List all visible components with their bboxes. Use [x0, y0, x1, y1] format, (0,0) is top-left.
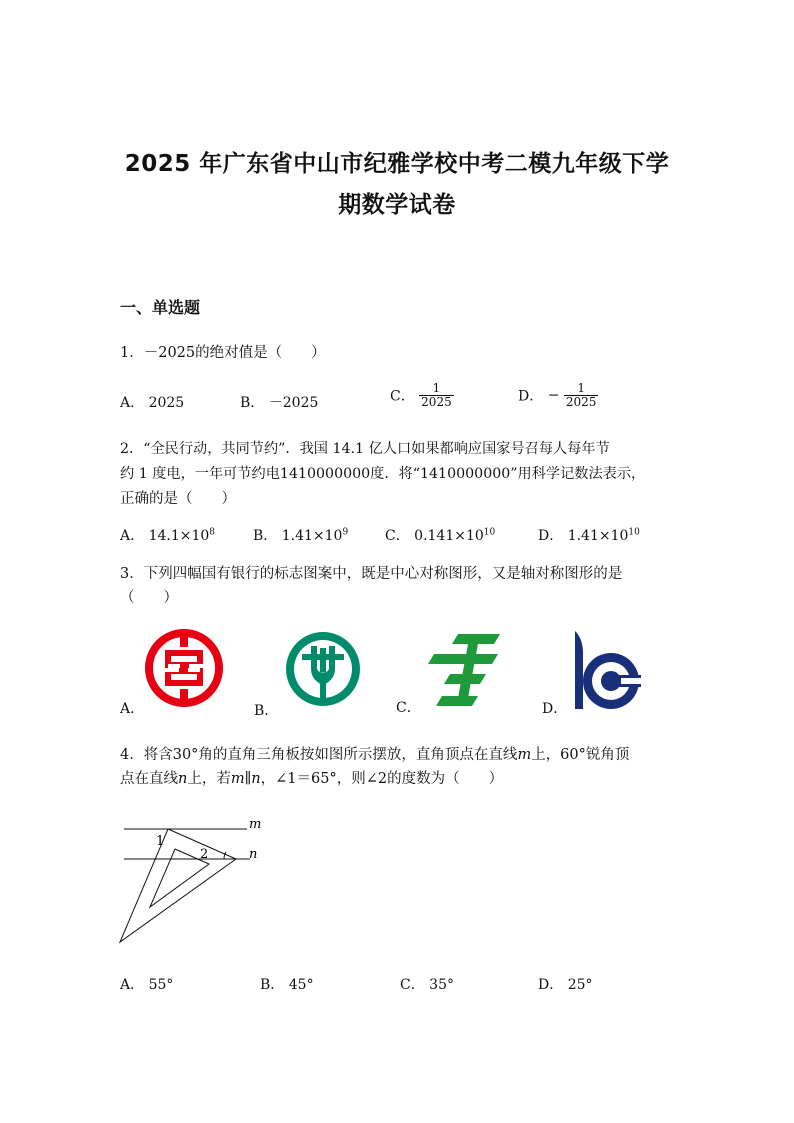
abc-logo-icon — [282, 628, 364, 710]
exam-title-line2: 期数学试卷 — [338, 192, 456, 218]
label-angle-2: 2 — [200, 847, 209, 862]
label-n: n — [249, 847, 258, 862]
q2-option-a: A． $14.1\times 10^8$ — [120, 527, 216, 544]
q2-option-b: B． $1.41\times 10^9$ — [253, 527, 349, 544]
q3-option-a-label: A． — [120, 701, 145, 717]
angle-2-arc — [224, 852, 226, 859]
q4-stem-line2: 点在直线n上，若m∥n，∠1＝65°，则∠2的度数为（ ） — [120, 771, 504, 787]
q4-geometry-figure — [112, 812, 272, 947]
icbc-logo-icon — [144, 628, 224, 708]
q2-option-d: D． $1.41\times 10^{10}$ — [538, 527, 640, 544]
outer-triangle — [120, 829, 236, 942]
q4-option-d: D． 25° — [538, 977, 593, 993]
section-heading: 一、单选题 — [120, 298, 201, 317]
q2-stem-line2: 约 1 度电，一年可节约电1410000000度．将“1410000000”用科学记数法表示， — [120, 466, 646, 482]
q1-stem: 1．－2025的绝对值是（ ） — [120, 345, 326, 361]
postal-bank-logo-icon — [428, 634, 504, 708]
q4-stem-line1: 4．将含30°角的直角三角板按如图所示摆放，直角顶点在直线m上，60°锐角顶 — [120, 747, 630, 763]
q3-option-d-label: D． — [542, 701, 568, 717]
exam-title-line1: 2025 年广东省中山市纪雅学校中考二模九年级下学 — [124, 151, 670, 177]
q4-option-a: A． 55° — [120, 977, 174, 993]
q2-stem-line3: 正确的是（ ） — [120, 491, 236, 507]
q2-stem-line1: 2．“全民行动，共同节约”．我国 14.1 亿人口如果都响应国家号召每人每年节 — [120, 441, 610, 457]
q1-option-b: B． －2025 — [240, 395, 319, 411]
q3-option-b-label: B． — [254, 703, 279, 719]
q3-stem-line2: （ ） — [120, 590, 178, 606]
q3-stem-line1: 3．下列四幅国有银行的标志图案中，既是中心对称图形，又是轴对称图形的是 — [120, 566, 623, 582]
q4-option-b: B． 45° — [260, 977, 314, 993]
q1-option-d: D． − $\frac{1}{2025}$ — [518, 381, 597, 409]
bank-of-communications-logo-icon — [573, 631, 647, 709]
q1-option-a: A． 2025 — [120, 395, 185, 411]
q2-option-c: C． $0.141\times 10^{10}$ — [385, 527, 496, 544]
label-angle-1: 1 — [156, 834, 165, 849]
fraction: $\frac{1}{2025}$ — [421, 381, 452, 409]
label-m: m — [249, 817, 262, 832]
q4-option-c: C． 35° — [400, 977, 454, 993]
q3-option-c-label: C． — [396, 700, 421, 716]
fraction: $\frac{1}{2025}$ — [565, 381, 597, 409]
q1-option-c: C． $\frac{1}{2025}$ — [390, 381, 452, 409]
